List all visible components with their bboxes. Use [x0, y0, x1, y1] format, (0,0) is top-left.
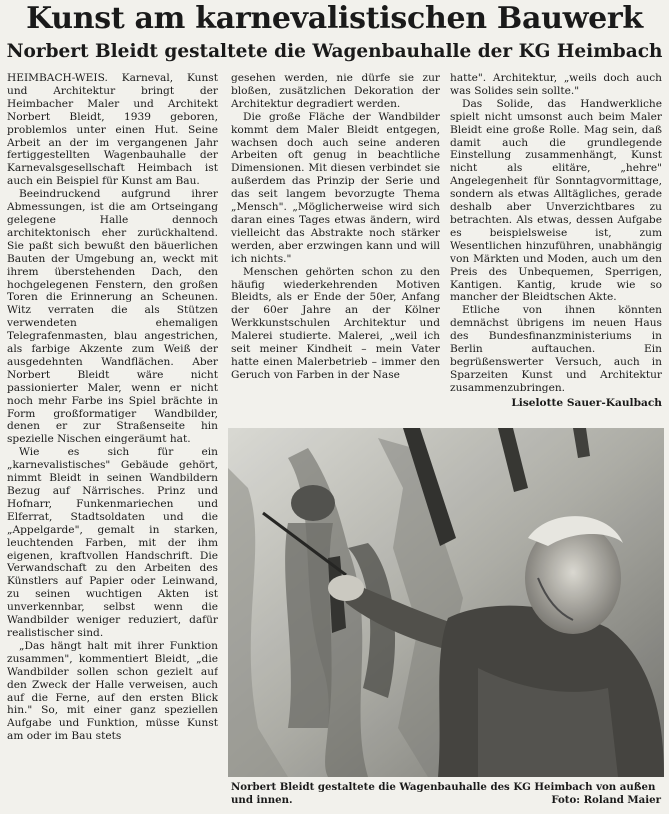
article-paragraph-2: Beeindruckend aufgrund ihrer Abmessungen, ist die am Ortseingang gelegene Halle dennoch architektonisch eher zurückhaltend. Sie paßt sich bewußt den bäuerlichen Bauten der Umgebung an, weckt mit ihrem überstehenden Dach, den hochgelegenen Fenstern, den großen Toren die Erinnerung an Scheunen. Witz verraten die als Stützen verwendeten ehemaligen Telegrafenmasten, blau angestrichen, als farbige Akzente zum Weiß der ausgedehnten Wandflächen. Aber Norbert Bleidt wäre nicht passionierter Maler, wenn er nicht noch mehr Farbe ins Spiel brächte in Form großformatiger Wandbilder, denen er zur Straßenseite hin spezielle Nischen eingeräumt hat. [7, 188, 218, 446]
article-paragraph-8: Etliche von ihnen könnten demnächst übrigens im neuen Haus des Bundesfinanzministeriums in Berlin auftauchen. Ein begrüßenswerter Versuch, auch in Sparzeiten Kunst und Architektur zusammenzubringen. [450, 304, 662, 394]
article-paragraph-6b: hatte". Architektur, „weils doch auch was Solides sein sollte." [450, 72, 662, 97]
article-column-1 [7, 72, 218, 810]
article-paragraph-6a: Menschen gehörten schon zu den häufig wiederkehrenden Motiven Bleidts, als er Ende der 50er, Anfang der 60er Jahre an der Kölner Werkkunstschulen Architektur und Malerei studierte. Malerei, „weil ich seit meiner Kindheit – mein Vater hatte einen Malerbetrieb – immer den Geruch von Farben in der Nase [231, 265, 440, 381]
article-column-2 [231, 72, 440, 404]
article-headline: Kunst am karnevalistischen Bauwerk [26, 1, 643, 36]
article-column-3 [450, 72, 662, 412]
photo-credit: Foto: Roland Maier [551, 793, 661, 806]
article-paragraph-1 [7, 72, 218, 188]
photo-painter-at-mural [228, 428, 664, 777]
caption-text: Norbert Bleidt gestaltete die Wagenbauhalle des KG Heimbach von außen und innen. [231, 781, 656, 806]
article-photo [228, 428, 664, 777]
article-author: Liselotte Sauer-Kaulbach [511, 396, 662, 409]
photo-caption [231, 781, 661, 806]
article-paragraph-4a: „Das hängt halt mit ihrer Funktion zusammen", kommentiert Bleidt, „die Wandbilder sollen schon gezielt auf den Zweck der Halle verweisen, auch auf die Ferne, auf den ersten Blick hin." So, mit einer ganz speziellen Aufgabe und Funktion, müsse Kunst am oder im Bau stets [7, 639, 218, 743]
paragraph-text: Karneval, Kunst und Architektur bringt der Heimbacher Maler und Architekt Norbert Bleidt, 1939 geboren, problemlos unter einen Hut. Seine Arbeit an der im vergangenen Jahr fertiggestellten Wagenbauhalle der Karnevalsgesellschaft Heimbach ist auch ein Beispiel für Kunst am Bau. [7, 72, 218, 188]
article-subheadline: Norbert Bleidt gestaltete die Wagenbauhalle der KG Heimbach [6, 41, 663, 62]
article-paragraph-3: Wie es sich für ein „karnevalistisches" Gebäude gehört, nimmt Bleidt in seinen Wandbildern Bezug auf Närrisches. Prinz und Hofnarr, Funkenmariechen und Elferrat, Stadtsoldaten und die „Appelgarde", gemalt in starken, leuchtenden Farben, mit der ihm eigenen, kraftvollen Handschrift. Die Verwandschaft zu den Arbeiten des Künstlers auf Papier oder Leinwand, zu seinen wuchtigen Akten ist unverkennbar, selbst wenn die Wandbilder weniger reduziert, dafür realistischer sind. [7, 446, 218, 639]
article-paragraph-4b: gesehen werden, nie dürfe sie zur bloßen, zusätzlichen Dekoration der Architektur degradiert werden. [231, 72, 440, 110]
article-paragraph-7: Das Solide, das Handwerkliche spielt nicht umsonst auch beim Maler Bleidt eine große Rolle. Mag sein, daß damit auch die grundlegende Einstellung zusammenhängt, Kunst nicht als elitäre, „hehre" Angelegenheit für Sonntagvormittage, sondern als etwas Alltägliches, gerade deshalb aber Unverzichtbares zu betrachten. Als etwas, dessen Aufgabe es beispielsweise ist, zum Wesentlichen hinzuführen, unabhängig von Märkten und Moden, auch um den Preis des Unbequemen, Sperrigen, Kantigen. Kantig, krude wie so mancher der Bleidtschen Akte. [450, 97, 662, 304]
dateline: HEIMBACH-WEIS. [7, 72, 108, 84]
article-paragraph-5: Die große Fläche der Wandbilder kommt dem Maler Bleidt entgegen, wachsen doch auch seine anderen Arbeiten oft genug in beachtliche Dimensionen. Mit diesen verbindet sie außerdem das Prinzip der Serie und das seit langem bevorzugte Thema „Mensch". „Möglicherweise wird sich daran eines Tages etwas ändern, wird vielleicht das Abstrakte noch stärker werden, aber erzwingen kann und will ich nichts." [231, 110, 440, 265]
